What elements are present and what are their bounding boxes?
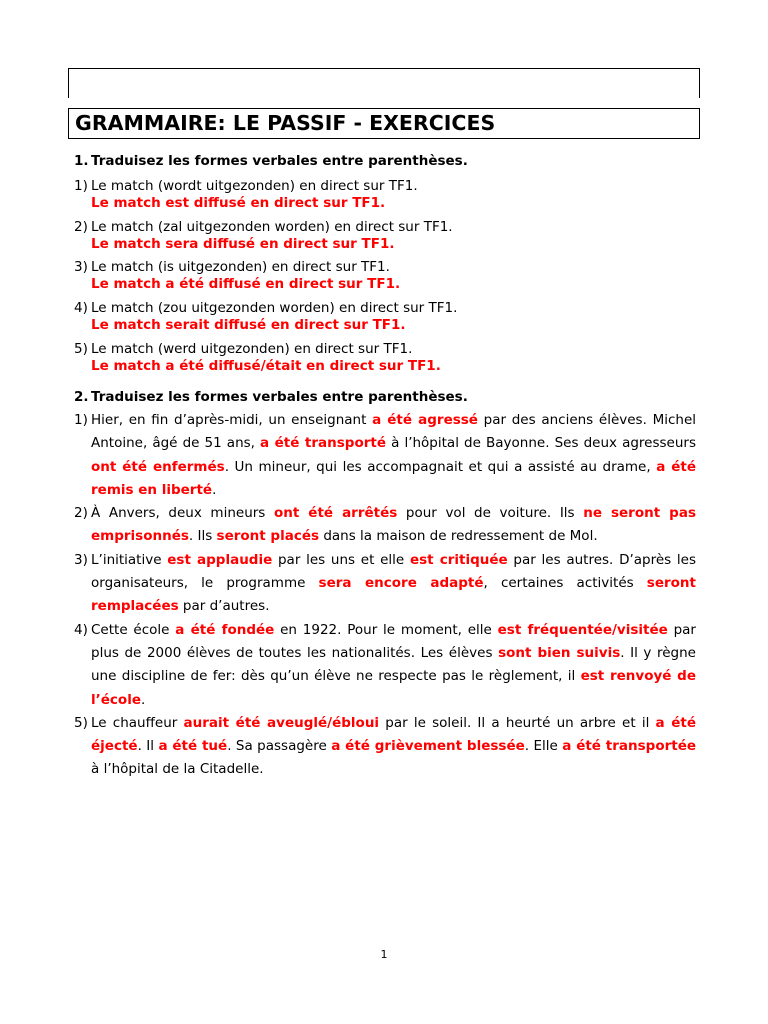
title-box [68,108,700,139]
exercise-2-item-4 [74,619,696,712]
page-title: GRAMMAIRE: LE PASSIF - EXERCICES [75,111,496,135]
item-number: 5) [74,714,88,731]
item-number: 4) [74,300,88,316]
text-segment: en 1922. Pour le moment, elle [274,621,498,638]
paragraph-text [91,712,696,782]
exercise-1-item-2 [74,219,453,252]
item-number: 1) [74,178,88,194]
answer-segment: a été agressé [372,412,478,428]
answer-text: Le match serait diffusé en direct sur TF1. [91,316,406,333]
text-segment: . Il y règne une discipline de fer: dès qu’un élève ne respecte pas le règlement, il [91,644,696,685]
section-2-heading [74,389,468,405]
text-segment: dans la maison de redressement de Mol. [319,528,598,545]
answer-segment: a été transporté [260,435,386,452]
text-segment: par des anciens élèves. Michel Antoine, âgé de 51 ans, [91,412,697,452]
answer-text: Le match a été diffusé en direct sur TF1. [91,275,401,292]
text-segment: , certaines activités [483,575,647,592]
answer-segment: a été remis en liberté [91,458,697,498]
answer-text: Le match est diffusé en direct sur TF1. [91,194,386,211]
text-segment: à l’hôpital de la Citadelle. [91,761,264,778]
item-number: 5) [74,341,88,357]
item-number: 3) [74,259,88,275]
answer-segment: aurait été aveuglé/ébloui [183,714,380,731]
text-segment: par d’autres. [178,598,270,615]
text-segment: . Ils [188,528,217,545]
text-segment: . Sa passagère [227,738,332,755]
paragraph-text [91,409,696,502]
answer-text: Le match sera diffusé en direct sur TF1. [91,235,395,252]
answer-segment: sont bien suivis [498,644,621,661]
answer-segment: a été transportée [562,738,697,755]
text-segment: . Un mineur, qui les accompagnait et qui a assisté au drame, [224,458,657,475]
text-segment: Cette école [91,621,176,638]
item-number: 3) [74,551,88,568]
text-segment: à l’hôpital de Bayonne. Ses deux agresseurs [386,435,696,452]
answer-segment: est applaudie [167,551,273,568]
question-text: Le match (zou uitgezonden worden) en direct sur TF1. [91,300,458,316]
paragraph-text [91,549,696,619]
exercise-1-item-3 [74,259,400,292]
answer-segment: a été tué [158,738,228,755]
section-2-number: 2. [74,389,89,405]
item-number: 2) [74,505,88,522]
answer-segment: a été éjecté [91,714,697,755]
question-text: Le match (wordt uitgezonden) en direct sur TF1. [91,178,418,194]
exercise-1-item-5 [74,341,441,374]
section-2-heading-text: Traduisez les formes verbales entre parenthèses. [91,389,468,405]
answer-segment: sera encore adapté [318,575,484,592]
answer-text: Le match a été diffusé/était en direct sur TF1. [91,357,441,374]
answer-segment: est critiquée [409,551,508,568]
section-1-number: 1. [74,153,89,169]
exercise-2-item-1 [74,409,696,502]
answer-segment: ont été arrêtés [273,505,398,522]
exercise-2-item-3 [74,549,696,619]
section-1-heading-text: Traduisez les formes verbales entre parenthèses. [91,153,468,169]
text-segment: par plus de 2000 élèves de toutes les nationalités. Les élèves [91,621,696,661]
answer-segment: seront placés [216,528,320,545]
text-segment: par les uns et elle [272,551,410,568]
question-text: Le match (zal uitgezonden worden) en direct sur TF1. [91,219,453,235]
text-segment: Hier, en fin d’après-midi, un enseignant [91,412,373,428]
question-text: Le match (werd uitgezonden) en direct sur TF1. [91,341,413,357]
exercise-1-item-1 [74,178,418,211]
exercise-2-item-2 [74,502,696,549]
text-segment: . Il [137,738,159,755]
item-number: 2) [74,219,88,235]
item-number: 4) [74,621,88,638]
answer-segment: a été fondée [175,621,275,638]
text-segment: par le soleil. Il a heurté un arbre et il [379,714,656,731]
answer-segment: a été grièvement blessée [331,738,525,755]
page-number: 1 [380,948,388,961]
header-frame [68,68,700,98]
exercise-1-item-4 [74,300,457,333]
text-segment: Le chauffeur [91,714,184,731]
exercise-2-item-5 [74,712,696,782]
answer-segment: est fréquentée/visitée [497,621,668,638]
answer-segment: est renvoyé de l’école [91,668,696,708]
paragraph-text [91,502,696,549]
text-segment: . Elle [524,738,563,755]
exercise-2-list [74,409,696,782]
text-segment: L’initiative [91,551,168,568]
answer-segment: seront remplacées [91,575,696,615]
text-segment: par les autres. D’après les organisateurs, le programme [91,551,696,592]
section-1-heading [74,153,468,169]
answer-segment: ne seront pas emprisonnés [91,505,696,545]
answer-segment: ont été enfermés [91,458,225,475]
item-number: 1) [74,412,88,428]
question-text: Le match (is uitgezonden) en direct sur TF1. [91,259,390,275]
paragraph-text [91,619,696,712]
text-segment: . [140,691,146,708]
text-segment: . [212,481,217,498]
text-segment: pour vol de voiture. Ils [397,505,584,522]
text-segment: À Anvers, deux mineurs [91,505,274,522]
